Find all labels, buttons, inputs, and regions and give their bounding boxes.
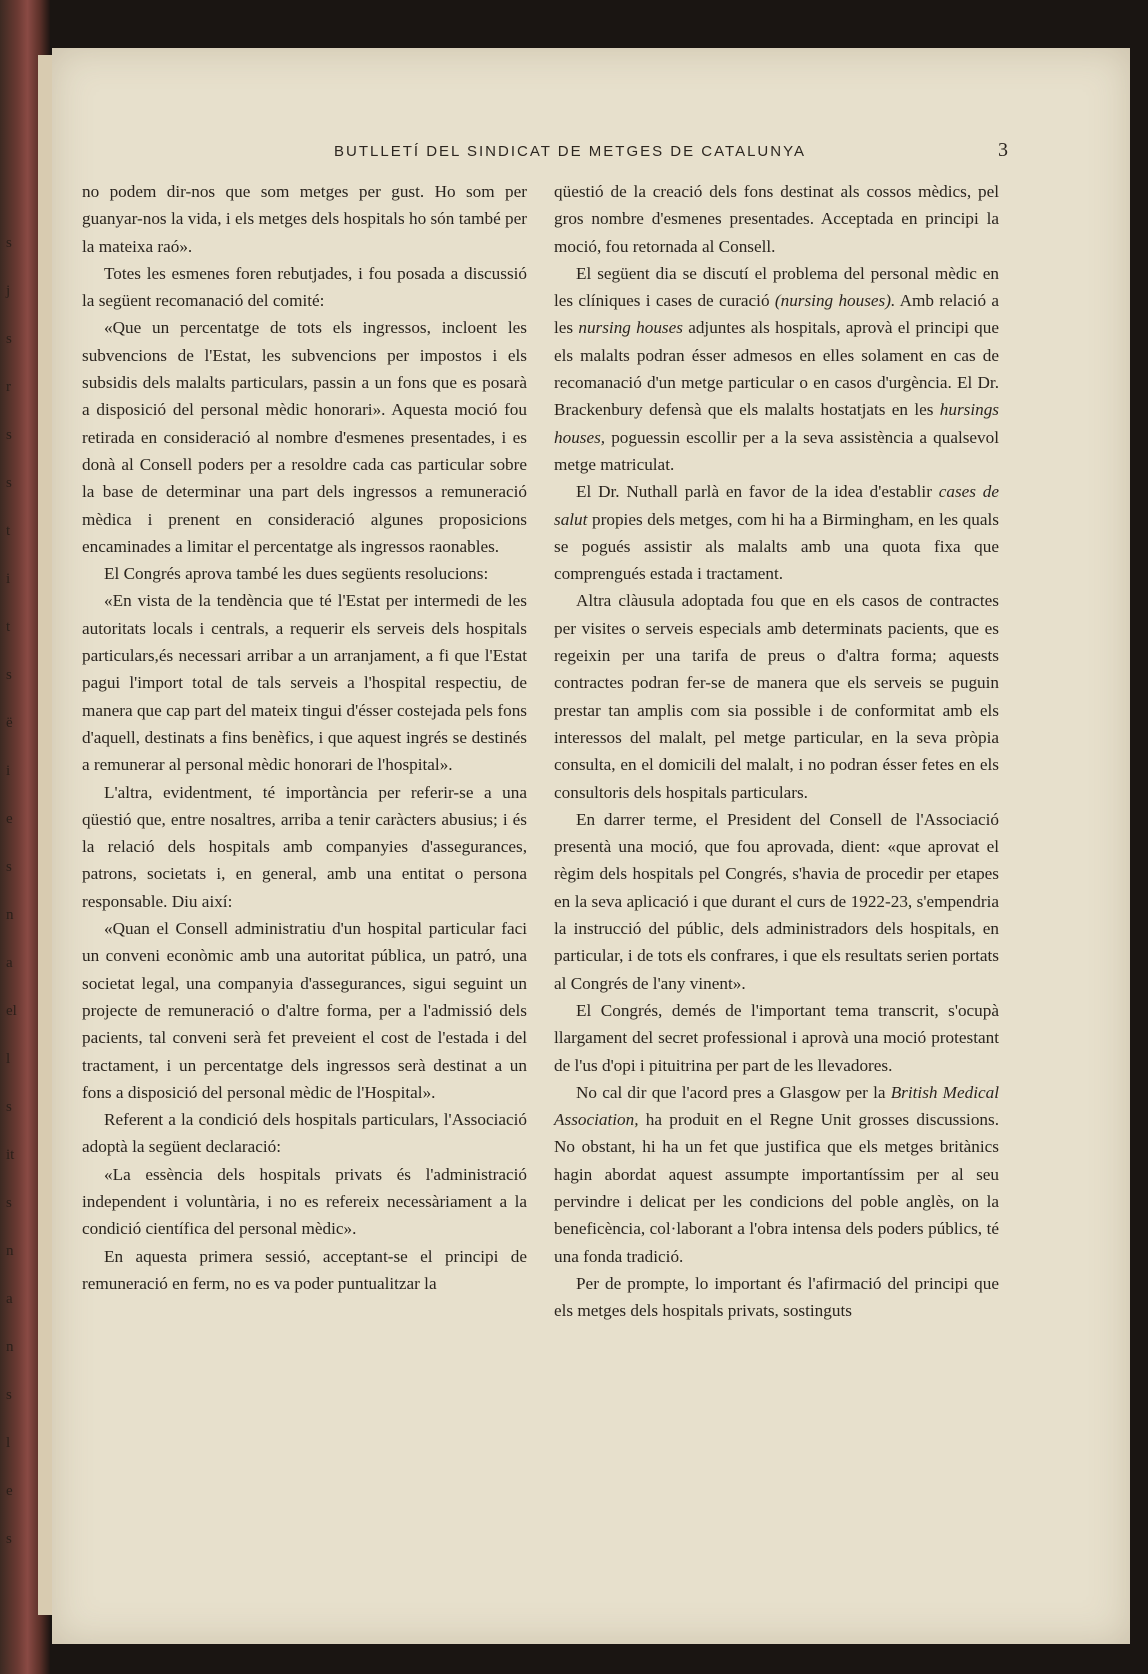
binding-letter: s (6, 1531, 12, 1547)
binding-letter: s (6, 235, 12, 251)
page-header (52, 139, 1130, 167)
binding-letter: it (6, 1147, 15, 1163)
paragraph: El Congrés, demés de l'important tema transcrit, s'ocupà llargament del secret professional i aprovà una moció protestant de l'us d'opi i pituitrina per part de les llevadores. (554, 1000, 999, 1075)
binding-letter: r (6, 379, 11, 395)
binding-letter: e (6, 811, 13, 827)
binding-letter: l (6, 1051, 11, 1067)
binding-letter: s (6, 667, 12, 683)
binding-letter: s (6, 475, 12, 491)
paragraph: no podem dir-nos que som metges per gust. Ho som per guanyar-nos la vida, i els metges dels hospitals ho són també per la mateixa raó». (82, 182, 527, 256)
text-run: poguessin escollir per a la seva assistència a qualsevol metge matriculat. (554, 427, 999, 474)
binding-letter: s (6, 1099, 12, 1115)
binding-letter: t (6, 523, 11, 539)
paragraph: L'altra, evidentment, té importància per referir-se a una qüestió que, entre nosaltres, arriba a tenir caràcters abusius; i és la relació dels hospitals amb companyies d'assegurances, patrons, societats i, en general, amb una entitat o persona responsable. Diu així: (82, 782, 527, 911)
binding-letter: a (6, 955, 13, 971)
text-run: El Dr. Nuthall parlà en favor de la idea d'establir (576, 482, 939, 502)
page-gutter (38, 55, 52, 1615)
italic-term: (nursing houses). (774, 291, 896, 311)
italic-term: nursing houses (578, 318, 683, 338)
italic-term: hursings houses, (554, 400, 999, 447)
binding-letter: ë (6, 715, 13, 731)
page-number: 3 (998, 139, 1008, 161)
paragraph (554, 478, 999, 587)
paragraph: Per de prompte, lo important és l'afirmació del principi que els metges dels hospitals privats, sostinguts (554, 1273, 999, 1321)
italic-term: British Medical Association, (554, 1082, 999, 1130)
binding-letter: s (6, 1387, 12, 1403)
running-title: BUTLLETÍ DEL SINDICAT DE METGES DE CATALUNYA (334, 143, 806, 160)
binding-letter: l (6, 1435, 11, 1451)
binding-letter: i (6, 763, 11, 779)
paragraph (554, 1079, 999, 1270)
paragraph: qüestió de la creació dels fons destinat als cossos mèdics, pel gros nombre d'esmenes presentades. Acceptada en principi la moció, fou retornada al Consell. (554, 182, 999, 256)
binding-letter: s (6, 427, 12, 443)
left-column (82, 178, 527, 1297)
binding-letter: s (6, 331, 12, 347)
paragraph: «Quan el Consell administratiu d'un hospital particular faci un conveni econòmic amb una autoritat pública, un patró, una societat legal, una companyia d'assegurances, sigui seguint un projecte de remuneració o d'altre forma, per a l'admissió dels pacients, tal conveni serà fet preveient el cost de l'estada i del tractament, i un percentatge dels ingressos serà destinat a un fons a disposició del personal mèdic de l'Hospital». (82, 919, 527, 1102)
binding-letter: s (6, 1195, 12, 1211)
paragraph: Referent a la condició dels hospitals particulars, l'Associació adoptà la següent declaració: (82, 1110, 527, 1157)
binding-letter: j (6, 283, 11, 299)
paragraph: En darrer terme, el President del Consell de l'Associació presentà una moció, que fou aprovada, dient: «que aprovat el règim dels hospitals pel Congrés, s'havia de procedir per etapes en la seva aplicació i que durant el curs de 1922-23, s'empendria la instrucció del públic, dels administradors dels hospitals, en particular, i de tots els confrares, i que els resultats serien portats al Congrés de l'any vinent». (554, 809, 999, 993)
right-column (554, 178, 999, 1324)
paragraph: Altra clàusula adoptada fou que en els casos de contractes per visites o serveis especials amb determinats pacients, que es regeixin per una tarifa de preus o d'altra forma; aquests contractes podran fer-se de manera que els serveis se puguin prestar tan amplis com sia possible i de conformitat amb els interessos del malalt, pel metge particular, en la seva pròpia consulta, en el domicili del malalt, i no podran ésser fetes en els consultoris dels hospitals particulars. (554, 591, 999, 802)
text-run: propies dels metges, com hi ha a Birmingham, en les quals se pogués assistir als malalts amb una quota fixa que comprengués estada i tractament. (554, 509, 999, 584)
text-run: No cal dir que l'acord pres a Glasgow per la (576, 1082, 891, 1102)
paragraph: «En vista de la tendència que té l'Estat per intermedi de les autoritats locals i centrals, a requerir els serveis dels hospitals particulars,és necessari arribar a un arranjament, a fi que l'Estat pagui l'import total de tals serveis a l'hospital respectiu, de manera que cap part del mateix tingui d'ésser costejada pels fons d'aquell, destinats a fins benèfics, i que aquest ingrés se destinés a remunerar al personal mèdic honorari de l'hospital». (82, 591, 527, 775)
binding-adjacent-page-edge (2, 0, 38, 1674)
binding-letter: i (6, 571, 11, 587)
binding-letter: a (6, 1291, 13, 1307)
paragraph: «Que un percentatge de tots els ingressos, incloent les subvencions de l'Estat, les subvencions per impostos i els subsidis dels malalts particulars, passin a un fons que es posarà a disposició del personal mèdic honorari». Aquesta moció fou retirada en consideració al nombre d'esmenes presentades, i es donà al Consell poders per a resoldre cada cas particular sobre la base de determinar una part dels ingressos a remuneració mèdica i prenent en consideració algunes proposicions encaminades a limitar el percentatge als ingressos raonables. (82, 318, 527, 556)
paragraph (554, 260, 999, 478)
paragraph: En aquesta primera sessió, acceptant-se el principi de remuneració en ferm, no es va poder puntualitzar la (82, 1246, 527, 1293)
paragraph: El Congrés aprova també les dues següents resolucions: (104, 564, 489, 584)
binding-letter: e (6, 1483, 13, 1499)
document-page (52, 48, 1130, 1644)
paragraph: «La essència dels hospitals privats és l'administració independent i voluntària, i no es refereix necessàriament a la condició científica del personal mèdic». (82, 1164, 527, 1239)
text-run: adjuntes als hospitals, aprovà el principi que els malalts podran ésser admesos en elles solament en cas de recomanació d'un metge particular o en casos d'urgència. El Dr. Brackenbury defensà que els malalts hostatjats en les (554, 318, 999, 420)
italic-term: cases de salut (554, 482, 999, 529)
text-run: El següent dia se discutí el problema del personal mèdic en les clíniques i cases de curació (554, 263, 999, 311)
binding-letter: t (6, 619, 11, 635)
text-run: Amb relació a les (554, 291, 1000, 338)
binding-letter: n (6, 907, 14, 923)
text-run: ha produit en el Regne Unit grosses discussions. No obstant, hi ha un fet que justifica que els metges britànics hagin abordat aquest assumpte importantíssim per al seu pervindre i delicat per les condicions del poble anglès, on la beneficència, col·laborant a l'obra intensa dels poders públics, té una fonda tradició. (554, 1110, 999, 1266)
binding-letter: s (6, 859, 12, 875)
paragraph: Totes les esmenes foren rebutjades, i fou posada a discussió la següent recomanació del comité: (82, 263, 527, 311)
binding-letter: n (6, 1243, 14, 1259)
binding-letter: n (6, 1339, 14, 1355)
binding-letter: el (6, 1003, 17, 1019)
